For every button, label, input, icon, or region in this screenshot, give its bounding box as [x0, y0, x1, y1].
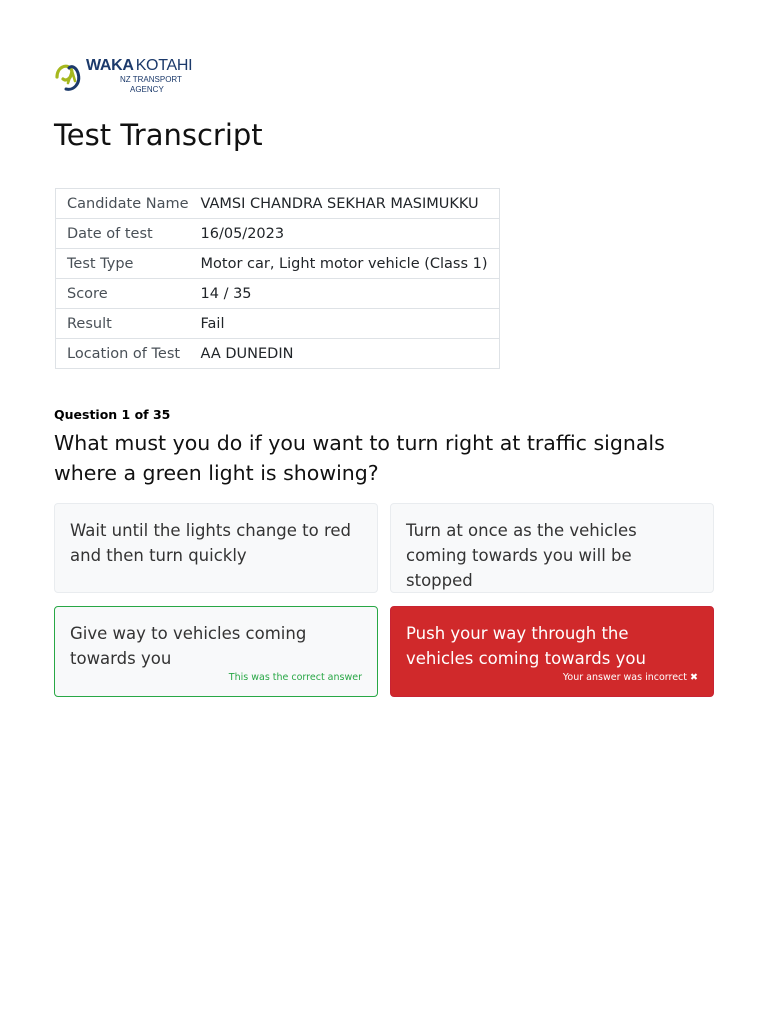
table-row: [56, 219, 500, 249]
row-label: Location of Test: [56, 339, 200, 369]
row-value: VAMSI CHANDRA SEKHAR MASIMUKKU: [200, 189, 500, 219]
table-row: [56, 249, 500, 279]
logo-subtitle-line2: AGENCY: [130, 85, 164, 94]
correct-answer-note: This was the correct answer: [228, 672, 362, 683]
logo-kotahi-text: KOTAHI: [135, 57, 193, 74]
answer-option-1[interactable]: [54, 503, 378, 593]
answer-option-4-selected-incorrect[interactable]: [390, 606, 714, 697]
row-value: AA DUNEDIN: [200, 339, 500, 369]
answer-text: Give way to vehicles coming towards you: [70, 624, 307, 668]
row-label: Test Type: [56, 249, 200, 279]
question-number: Question 1 of 35: [54, 407, 171, 422]
row-value: 16/05/2023: [200, 219, 500, 249]
candidate-info-table: [55, 188, 500, 369]
table-row: [56, 309, 500, 339]
answer-option-3-correct[interactable]: [54, 606, 378, 697]
answer-text: Wait until the lights change to red and then turn quickly: [70, 521, 352, 565]
row-value: Motor car, Light motor vehicle (Class 1): [200, 249, 500, 279]
logo-waka-text: WAKA: [86, 57, 134, 74]
answer-text: Turn at once as the vehicles coming towards you will be stopped: [406, 521, 637, 590]
waka-kotahi-logo-icon: [54, 59, 84, 93]
logo-subtitle-line1: NZ TRANSPORT: [120, 75, 182, 84]
page-title: Test Transcript: [54, 118, 263, 152]
table-row: [56, 339, 500, 369]
question-text: What must you do if you want to turn right at traffic signals where a green light is showing?: [54, 431, 665, 485]
incorrect-note-text: Your answer was incorrect: [562, 672, 687, 683]
waka-kotahi-logo: [54, 58, 192, 94]
row-value: 14 / 35: [200, 279, 500, 309]
answer-option-2[interactable]: [390, 503, 714, 593]
table-row: [56, 189, 500, 219]
row-value: Fail: [200, 309, 500, 339]
row-label: Result: [56, 309, 200, 339]
close-icon: ✖: [690, 672, 698, 683]
row-label: Candidate Name: [56, 189, 200, 219]
incorrect-answer-note: [563, 672, 698, 683]
row-label: Score: [56, 279, 200, 309]
table-row: [56, 279, 500, 309]
answer-text: Push your way through the vehicles coming towards you: [406, 624, 646, 668]
row-label: Date of test: [56, 219, 200, 249]
